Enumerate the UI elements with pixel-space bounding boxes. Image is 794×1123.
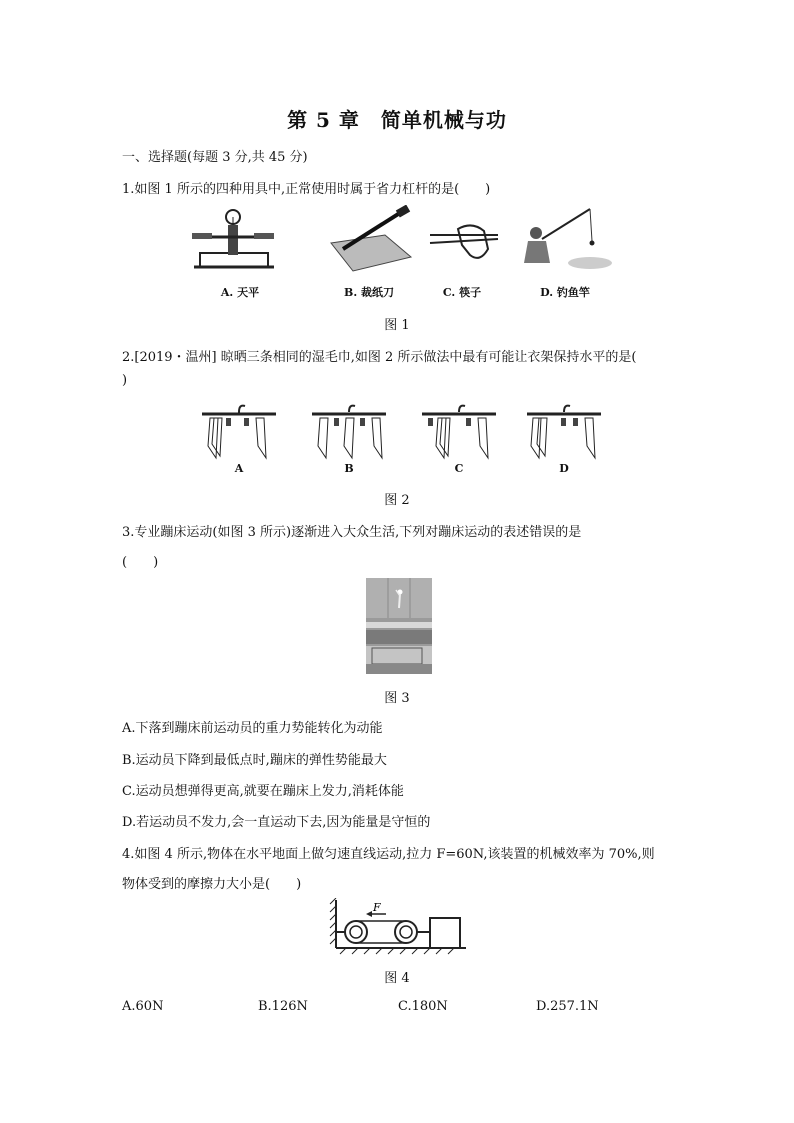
figure-2-hanger-b [310,402,388,466]
figure-4-pulley-diagram [326,898,472,958]
question-3-option-b: B.运动员下降到最低点时,蹦床的弹性势能最大 [122,753,387,768]
question-4-option-a: A.60N [122,999,164,1014]
figure-1-option-d: D. 钓鱼竿 [540,286,590,299]
question-3-text-line1: 3.专业蹦床运动(如图 3 所示)逐渐进入大众生活,下列对蹦床运动的表述错误的是 [122,525,582,540]
figure-1-fishing-rod [520,205,612,275]
figure-2-label-d: D [559,462,569,475]
figure-2-label-c: C [454,462,464,475]
section-heading: 一、选择题(每题 3 分,共 45 分) [122,150,308,165]
question-4-option-d: D.257.1N [536,999,599,1014]
figure-2-caption: 图 2 [384,493,410,508]
question-4-option-b: B.126N [258,999,308,1014]
question-3-option-a: A.下落到蹦床前运动员的重力势能转化为动能 [122,721,383,736]
question-2-text-line2: ) [122,373,128,388]
figure-1-option-a: A. 天平 [220,286,260,299]
figure-3-trampoline-photo [366,578,432,674]
figure-2-hanger-c [420,402,498,466]
figure-1-paper-cutter [325,205,415,275]
question-3-option-d: D.若运动员不发力,会一直运动下去,因为能量是守恒的 [122,815,431,830]
question-4-text-line1: 4.如图 4 所示,物体在水平地面上做匀速直线运动,拉力 F=60N,该装置的机械效率为 70%,则 [122,847,655,862]
figure-1-option-c: C. 筷子 [442,286,482,299]
figure-1-option-b: B. 裁纸刀 [344,286,394,299]
figure-4-caption: 图 4 [384,971,410,986]
figure-2-hanger-d [525,402,603,466]
figure-2-label-b: B [344,462,354,475]
figure-1-caption: 图 1 [384,318,410,333]
figure-1-chopsticks [428,215,500,267]
figure-2-hanger-a [200,402,278,466]
figure-4-force-label: F [373,901,381,914]
page-title: 第 5 章 简单机械与功 [287,108,507,132]
figure-3-caption: 图 3 [384,691,410,706]
question-3-text-line2: ( ) [122,555,159,570]
question-4-text-line2: 物体受到的摩擦力大小是( ) [122,877,302,892]
figure-2-label-a: A [234,462,244,475]
question-1-text: 1.如图 1 所示的四种用具中,正常使用时属于省力杠杆的是( ) [122,182,491,197]
question-2-text-line1: 2.[2019・温州] 晾晒三条相同的湿毛巾,如图 2 所示做法中最有可能让衣架保持水平的是( [122,350,637,365]
question-4-option-c: C.180N [398,999,448,1014]
figure-1-balance [190,205,278,275]
question-3-option-c: C.运动员想弹得更高,就要在蹦床上发力,消耗体能 [122,784,404,799]
